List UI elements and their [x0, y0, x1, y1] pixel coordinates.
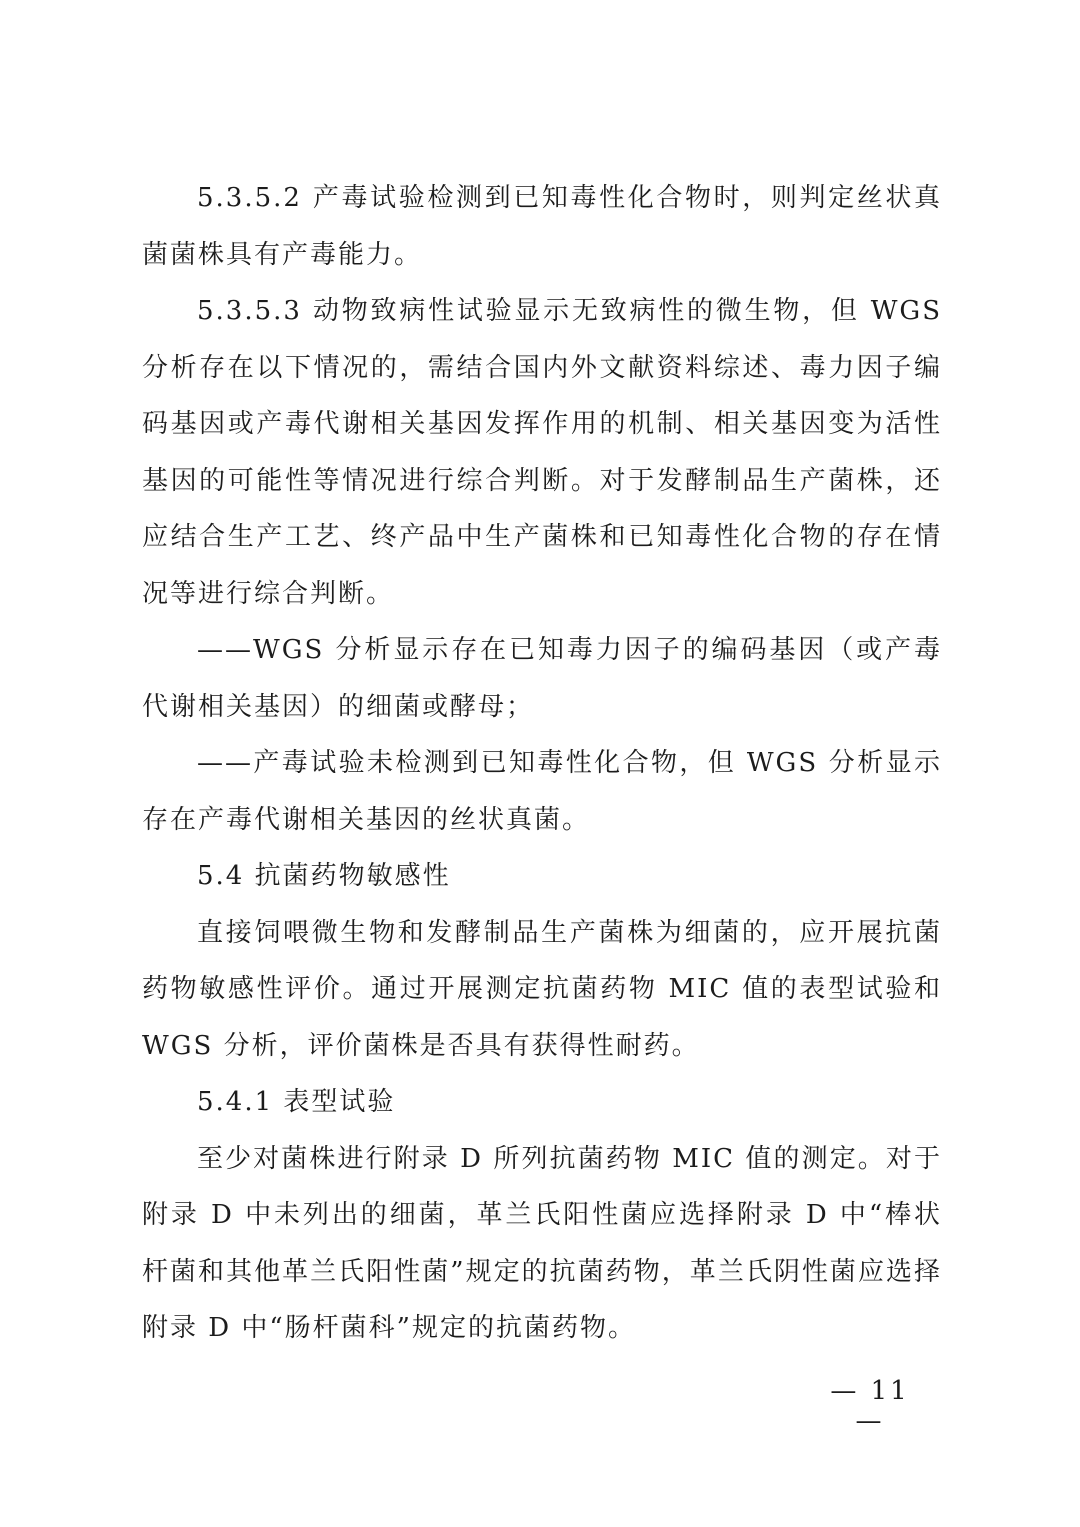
- document-body: [142, 170, 942, 1357]
- section-heading-5-4-1: 5.4.1 表型试验: [197, 1087, 396, 1117]
- page-number: — 11 —: [830, 1376, 910, 1436]
- paragraph-5-3-5-2: 5.3.5.2 产毒试验检测到已知毒性化合物时，则判定丝状真菌菌株具有产毒能力。: [142, 183, 942, 270]
- section-heading-5-4: 5.4 抗菌药物敏感性: [197, 861, 451, 891]
- list-item-filamentous-fungi: ——产毒试验未检测到已知毒性化合物，但 WGS 分析显示存在产毒代谢相关基因的丝状真菌。: [142, 748, 942, 835]
- paragraph-5-4-1-body: 至少对菌株进行附录 D 所列抗菌药物 MIC 值的测定。对于附录 D 中未列出的细菌，革兰氏阳性菌应选择附录 D 中“棒状杆菌和其他革兰氏阳性菌”规定的抗菌药物，革兰氏阴性菌应选择附录 D 中“肠杆菌科”规定的抗菌药物。: [142, 1143, 942, 1343]
- paragraph-5-4-body: 直接饲喂微生物和发酵制品生产菌株为细菌的，应开展抗菌药物敏感性评价。通过开展测定抗菌药物 MIC 值的表型试验和 WGS 分析，评价菌株是否具有获得性耐药。: [142, 917, 942, 1061]
- paragraph-5-3-5-3: 5.3.5.3 动物致病性试验显示无致病性的微生物，但 WGS 分析存在以下情况的，需结合国内外文献资料综述、毒力因子编码基因或产毒代谢相关基因发挥作用的机制、相关基因变为活性基因的可能性等情况进行综合判断。对于发酵制品生产菌株，还应结合生产工艺、终产品中生产菌株和已知毒性化合物的存在情况等进行综合判断。: [142, 296, 942, 609]
- list-item-bacteria-yeast: ——WGS 分析显示存在已知毒力因子的编码基因（或产毒代谢相关基因）的细菌或酵母；: [142, 635, 942, 722]
